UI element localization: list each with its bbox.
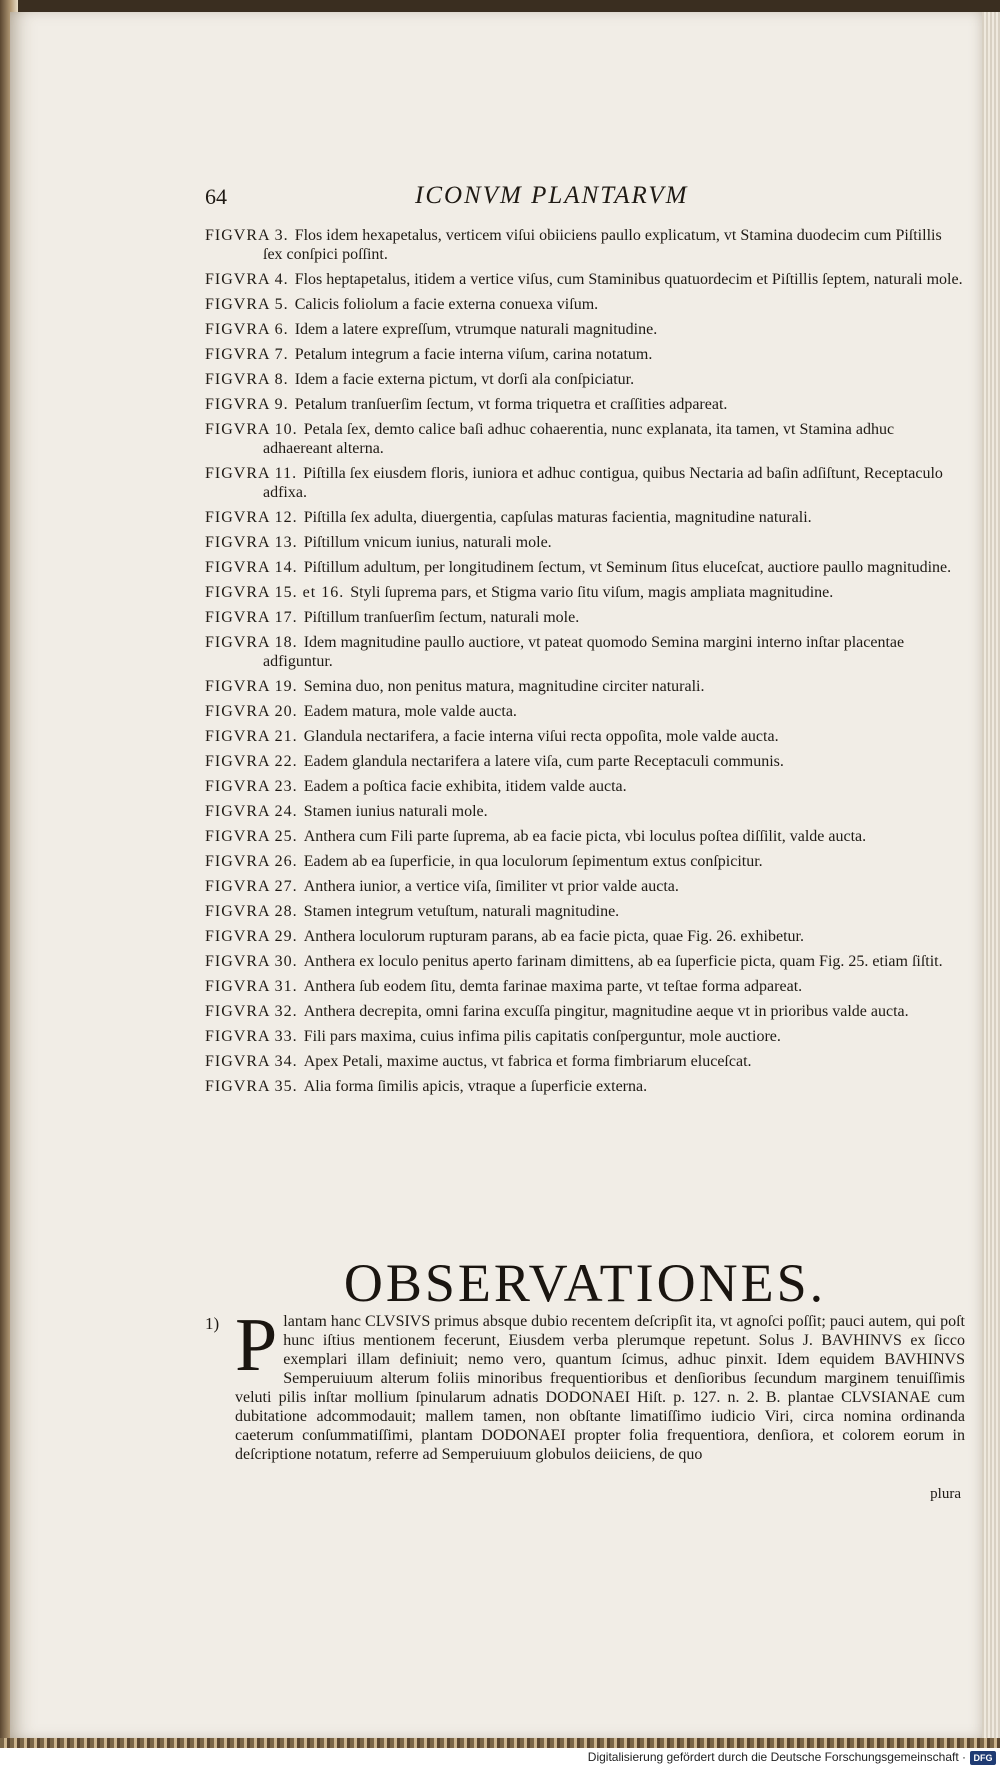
figure-description: Stamen integrum vetuſtum, naturali magnitudine. — [303, 903, 620, 920]
figure-entry — [205, 270, 965, 289]
running-title: ICONVM PLANTARVM — [415, 182, 689, 209]
figure-description: Piſtilla ſex eiusdem floris, iuniora et adhuc contigua, quibus Nectaria ad baſin adſiſtunt, Receptaculo adfixa. — [263, 465, 943, 501]
figure-label: FIGVRA 26. — [205, 853, 298, 870]
figure-description: Alia forma ſimilis apicis, vtraque a ſuperficie externa. — [303, 1078, 648, 1095]
figure-label: FIGVRA 30. — [205, 953, 298, 970]
figure-entry — [205, 395, 965, 414]
figure-label: FIGVRA 29. — [205, 928, 298, 945]
figure-entry — [205, 952, 965, 971]
figure-label: FIGVRA 27. — [205, 878, 298, 895]
figure-description: Apex Petali, maxime auctus, vt fabrica et forma fimbriarum eluceſcat. — [303, 1053, 752, 1070]
figure-entry — [205, 677, 965, 696]
dfg-logo-icon: DFG — [970, 1751, 996, 1765]
figure-description: Anthera cum Fili parte ſuprema, ab ea facie picta, vbi loculus poſtea diſſilit, valde aucta. — [303, 828, 867, 845]
figure-description: Piſtillum adultum, per longitudinem ſectum, vt Seminum ſitus eluceſcat, auctiore paullo magnitudine. — [303, 559, 952, 576]
figure-entry — [205, 727, 965, 746]
figure-label: FIGVRA 14. — [205, 559, 298, 576]
page-bottom-edge — [0, 1738, 1000, 1748]
figure-label: FIGVRA 21. — [205, 728, 298, 745]
figure-description: Anthera ex loculo penitus aperto farinam dimittens, ab ea ſuperficie picta, quam Fig. 25. etiam ſiſtit. — [303, 953, 943, 970]
figure-description: Glandula nectarifera, a facie interna viſui recta oppoſita, mole valde aucta. — [303, 728, 779, 745]
figure-description: Calicis foliolum a facie externa conuexa viſum. — [294, 296, 599, 313]
figure-label: FIGVRA 34. — [205, 1053, 298, 1070]
figure-label: FIGVRA 12. — [205, 509, 298, 526]
figure-label: FIGVRA 6. — [205, 321, 289, 338]
figure-entry — [205, 608, 965, 627]
figure-entry — [205, 927, 965, 946]
figure-description: Eadem a poſtica facie exhibita, itidem valde aucta. — [303, 778, 627, 795]
figure-description: Petalum integrum a facie interna viſum, carina notatum. — [294, 346, 653, 363]
catchword: plura — [930, 1486, 961, 1502]
figure-description: Petala ſex, demto calice baſi adhuc cohaerentia, nunc explanata, ita tamen, vt Stamina adhuc adhaereant alterna. — [263, 421, 895, 457]
figure-label: FIGVRA 31. — [205, 978, 298, 995]
page-edge — [982, 12, 1000, 1738]
page-number: 64 — [205, 184, 227, 209]
figure-label: FIGVRA 17. — [205, 609, 298, 626]
observation-body — [235, 1303, 965, 1464]
figure-description: Anthera decrepita, omni farina excuſſa pingitur, magnitudine aeque vt in prioribus valde aucta. — [303, 1003, 909, 1020]
figure-label: FIGVRA 33. — [205, 1028, 298, 1045]
figure-entry — [205, 1002, 965, 1021]
figure-entry — [205, 1077, 965, 1096]
figure-description: Idem magnitudine paullo auctiore, vt pateat quomodo Semina margini interno inſtar placentae adfiguntur. — [263, 634, 905, 670]
figure-label: FIGVRA 22. — [205, 753, 298, 770]
figure-description: Semina duo, non penitus matura, magnitudine circiter naturali. — [303, 678, 705, 695]
figure-entry — [205, 558, 965, 577]
figure-entry — [205, 420, 965, 458]
figure-entry — [205, 977, 965, 996]
figure-description: Flos idem hexapetalus, verticem viſui obiiciens paullo explicatum, vt Stamina duodecim cum Piſtillis ſex conſpici poſſint. — [263, 227, 942, 263]
figure-description: Eadem matura, mole valde aucta. — [303, 703, 517, 720]
figure-entry — [205, 1052, 965, 1071]
observation-number: 1) — [205, 1314, 220, 1333]
figure-entry — [205, 464, 965, 502]
figure-label: FIGVRA 15. et 16. — [205, 584, 345, 601]
figure-description: Eadem ab ea ſuperficie, in qua loculorum ſepimentum extus conſpicitur. — [303, 853, 763, 870]
observation-text: lantam hanc CLVSIVS primus absque dubio recentem deſcripſit ita, vt agnoſci poſſit; pauci autem, qui poſt hunc iſtius mentionem fecerunt, Eiusdem verba plerumque repetunt. Solus J. BAVHINVS ex ſicco exemplari illam definiuit; nemo vero, quantum ſcimus, adhuc pinxit. Idem equidem BAVHINVS Semperuiuum alterum foliis minoribus frequentioribus et denſioribus ſecundum marginem tenuiſſimis veluti pilis inſtar mollium ſpinularum adnatis DODONAEI Hiſt. p. 127. n. 2. B. plantae CLVSIANAE cum dubitatione adcommodauit; mallem tamen, non obſtante limatiſſimo iudicio Viri, circa nomina ordinanda caeterum conſummatiſſimi, plantam DODONAEI propter folia frequentiora, denſiora, et colorem eorum in deſcriptione notatum, referre ad Semperuiuum globulos deiiciens, de quo — [235, 1313, 965, 1463]
figure-description: Idem a latere expreſſum, vtrumque naturali magnitudine. — [294, 321, 658, 338]
figure-description: Piſtillum vnicum iunius, naturali mole. — [303, 534, 552, 551]
figure-description: Petalum tranſuerſim ſectum, vt forma triquetra et craſſities adpareat. — [294, 396, 728, 413]
section-heading: OBSERVATIONES. — [343, 1253, 827, 1313]
figure-label: FIGVRA 13. — [205, 534, 298, 551]
figure-label: FIGVRA 18. — [205, 634, 298, 651]
figure-description: Flos heptapetalus, itidem a vertice viſus, cum Staminibus quatuordecim et Piſtillis ſeptem, naturali mole. — [294, 271, 963, 288]
figure-entry — [205, 345, 965, 364]
footer-text: Digitalisierung gefördert durch die Deutsche Forschungsgemeinschaft · — [587, 1750, 966, 1764]
figure-label: FIGVRA 23. — [205, 778, 298, 795]
figure-entry — [205, 508, 965, 527]
figure-entry — [205, 827, 965, 846]
figure-entry — [205, 1027, 965, 1046]
figure-entry — [205, 802, 965, 821]
figure-label: FIGVRA 28. — [205, 903, 298, 920]
figure-description: Anthera ſub eodem ſitu, demta farinae maxima parte, vt teſtae forma adpareat. — [303, 978, 803, 995]
figure-label: FIGVRA 8. — [205, 371, 289, 388]
figure-label: FIGVRA 25. — [205, 828, 298, 845]
figure-entry — [205, 583, 965, 602]
figure-entry — [205, 633, 965, 671]
figure-list — [205, 226, 965, 1102]
figure-description: Idem a facie externa pictum, vt dorſi ala conſpiciatur. — [294, 371, 635, 388]
figure-entry — [205, 777, 965, 796]
figure-label: FIGVRA 5. — [205, 296, 289, 313]
drop-cap: P — [235, 1303, 278, 1387]
figure-label: FIGVRA 3. — [205, 227, 289, 244]
figure-label: FIGVRA 20. — [205, 703, 298, 720]
figure-entry — [205, 877, 965, 896]
figure-entry — [205, 295, 965, 314]
figure-label: FIGVRA 7. — [205, 346, 289, 363]
figure-description: Piſtilla ſex adulta, diuergentia, capſulas maturas facientia, magnitudine naturali. — [303, 509, 812, 526]
figure-description: Fili pars maxima, cuius infima pilis capitatis conſperguntur, mole auctiore. — [303, 1028, 781, 1045]
figure-label: FIGVRA 10. — [205, 421, 298, 438]
figure-entry — [205, 902, 965, 921]
figure-entry — [205, 702, 965, 721]
observation-paragraph — [205, 1303, 965, 1464]
figure-description: Stamen iunius naturali mole. — [303, 803, 488, 820]
figure-label: FIGVRA 11. — [205, 465, 298, 482]
page-header — [205, 180, 965, 214]
figure-entry — [205, 226, 965, 264]
figure-entry — [205, 752, 965, 771]
footer-bar — [0, 1748, 1000, 1769]
figure-description: Styli ſuprema pars, et Stigma vario ſitu viſum, magis ampliata magnitudine. — [350, 584, 834, 601]
figure-label: FIGVRA 35. — [205, 1078, 298, 1095]
figure-entry — [205, 852, 965, 871]
figure-entry — [205, 320, 965, 339]
figure-label: FIGVRA 9. — [205, 396, 289, 413]
figure-label: FIGVRA 32. — [205, 1003, 298, 1020]
figure-entry — [205, 370, 965, 389]
figure-description: Piſtillum tranſuerſim ſectum, naturali mole. — [303, 609, 580, 626]
figure-label: FIGVRA 4. — [205, 271, 289, 288]
figure-description: Eadem glandula nectarifera a latere viſa, cum parte Receptaculi communis. — [303, 753, 784, 770]
figure-entry — [205, 533, 965, 552]
figure-label: FIGVRA 19. — [205, 678, 298, 695]
figure-description: Anthera iunior, a vertice viſa, ſimiliter vt prior valde aucta. — [303, 878, 679, 895]
figure-description: Anthera loculorum rupturam parans, ab ea facie picta, quae Fig. 26. exhibetur. — [303, 928, 804, 945]
figure-label: FIGVRA 24. — [205, 803, 298, 820]
